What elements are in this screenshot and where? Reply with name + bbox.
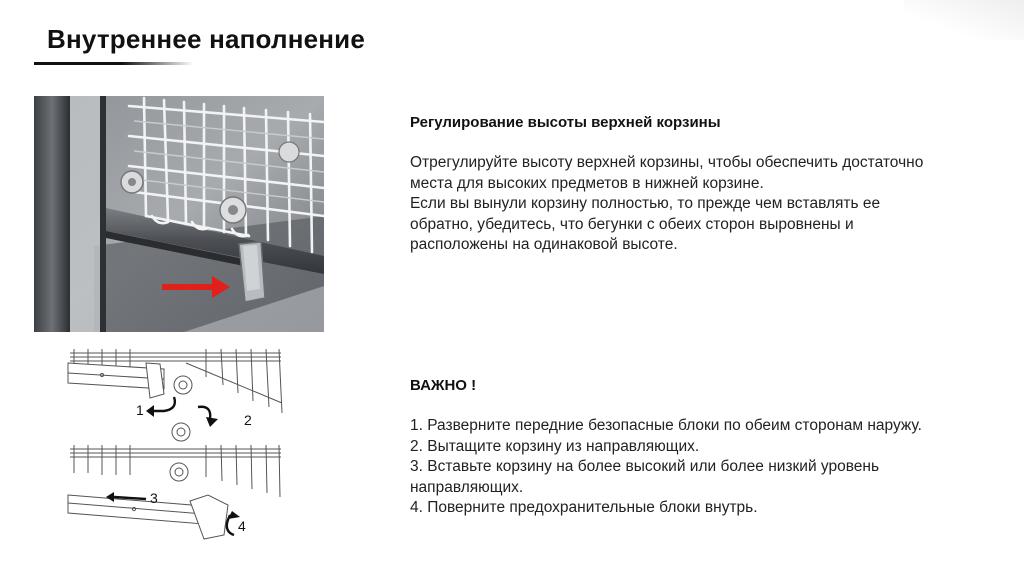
- step-item: 3. Вставьте корзину на более высокий или более низкий уровень направляющих.: [410, 458, 880, 496]
- step-item: 1. Разверните передние безопасные блоки по обеим сторонам наружу.: [410, 417, 922, 434]
- basket-photo: [34, 96, 324, 332]
- step-item: 2. Вытащите корзину из направляющих.: [410, 437, 700, 455]
- diagram-label-3: 3: [150, 490, 158, 506]
- paragraph: Отрегулируйте высоту верхней корзины, чтобы обеспечить достаточно места для высоких предметов в нижней корзине.: [410, 154, 924, 192]
- diagram-label-4: 4: [238, 518, 246, 534]
- step-item: 4. Поверните предохранительные блоки внутрь.: [410, 499, 758, 516]
- title-underline: [34, 62, 194, 65]
- diagram-label-2: 2: [244, 412, 252, 428]
- corner-decoration: [904, 0, 1024, 40]
- section-heading: Регулирование высоты верхней корзины: [410, 114, 721, 131]
- diagram-label-1: 1: [136, 402, 144, 418]
- height-adjust-section: [410, 114, 930, 256]
- important-heading: ВАЖНО !: [410, 377, 477, 394]
- paragraph: Если вы вынули корзину полностью, то прежде чем вставлять ее обратно, убедитесь, что бегунки с обеих сторон выровнены и расположены на одинаковой высоте.: [410, 195, 881, 253]
- steps-diagram: [66, 345, 288, 545]
- slide-title: Внутреннее наполнение: [47, 24, 366, 54]
- important-section: [410, 377, 930, 519]
